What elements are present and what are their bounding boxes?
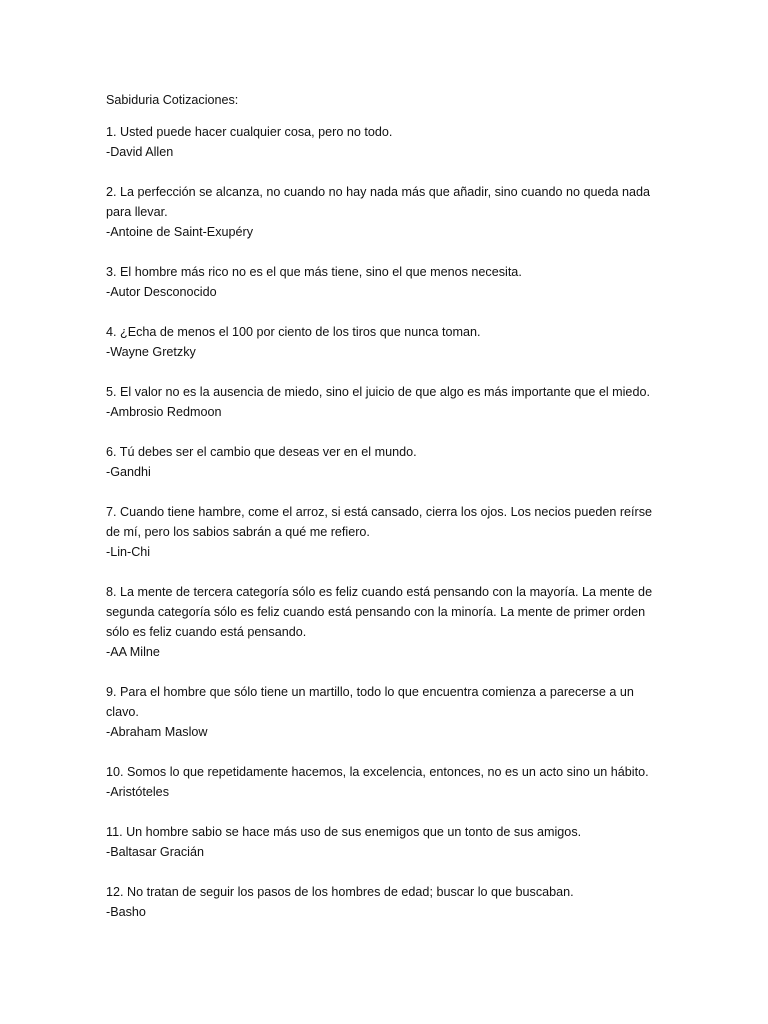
quote-7 [106, 502, 666, 562]
quote-author: -Lin-Chi [106, 545, 151, 559]
quote-text: 9. Para el hombre que sólo tiene un martillo, todo lo que encuentra comienza a parecerse a un clavo. [106, 685, 634, 719]
quote-author: -Aristóteles [106, 785, 169, 799]
quote-text: 4. ¿Echa de menos el 100 por ciento de los tiros que nunca toman. [106, 325, 481, 339]
quote-author: -David Allen [106, 145, 174, 159]
quote-2 [106, 182, 666, 242]
quote-author: -Autor Desconocido [106, 285, 217, 299]
quote-1 [106, 122, 666, 162]
quote-author: -Ambrosio Redmoon [106, 405, 222, 419]
quote-10 [106, 762, 666, 802]
quote-author: -Basho [106, 905, 146, 919]
quote-8 [106, 582, 666, 662]
document-page [106, 90, 666, 942]
quote-text: 10. Somos lo que repetidamente hacemos, la excelencia, entonces, no es un acto sino un hábito. [106, 765, 649, 779]
quote-9 [106, 682, 666, 742]
quote-text: 12. No tratan de seguir los pasos de los hombres de edad; buscar lo que buscaban. [106, 885, 574, 899]
document-title: Sabiduria Cotizaciones: [106, 93, 239, 107]
quote-text: 11. Un hombre sabio se hace más uso de sus enemigos que un tonto de sus amigos. [106, 825, 582, 839]
quote-author: -AA Milne [106, 645, 160, 659]
quote-author: -Gandhi [106, 465, 151, 479]
quote-text: 1. Usted puede hacer cualquier cosa, pero no todo. [106, 125, 393, 139]
quote-3 [106, 262, 666, 302]
quote-text: 8. La mente de tercera categoría sólo es feliz cuando está pensando con la mayoría. La mente de segunda categoría sólo es feliz cuando está pensando con la minoría. La mente de primer orden sólo es feliz cuando está pensando. [106, 585, 653, 639]
quote-4 [106, 322, 666, 362]
quote-text: 7. Cuando tiene hambre, come el arroz, si está cansado, cierra los ojos. Los necios pueden reírse de mí, pero los sabios sabrán a qué me refiero. [106, 505, 653, 539]
quote-author: -Baltasar Gracián [106, 845, 204, 859]
quote-author: -Abraham Maslow [106, 725, 208, 739]
quote-5 [106, 382, 666, 422]
quote-text: 3. El hombre más rico no es el que más tiene, sino el que menos necesita. [106, 265, 522, 279]
quote-author: -Wayne Gretzky [106, 345, 196, 359]
quote-text: 5. El valor no es la ausencia de miedo, sino el juicio de que algo es más importante que el miedo. [106, 385, 650, 399]
quote-text: 2. La perfección se alcanza, no cuando no hay nada más que añadir, sino cuando no queda nada para llevar. [106, 185, 651, 219]
quote-11 [106, 822, 666, 862]
quote-text: 6. Tú debes ser el cambio que deseas ver en el mundo. [106, 445, 417, 459]
quote-6 [106, 442, 666, 482]
quote-author: -Antoine de Saint-Exupéry [106, 225, 254, 239]
quote-12 [106, 882, 666, 922]
